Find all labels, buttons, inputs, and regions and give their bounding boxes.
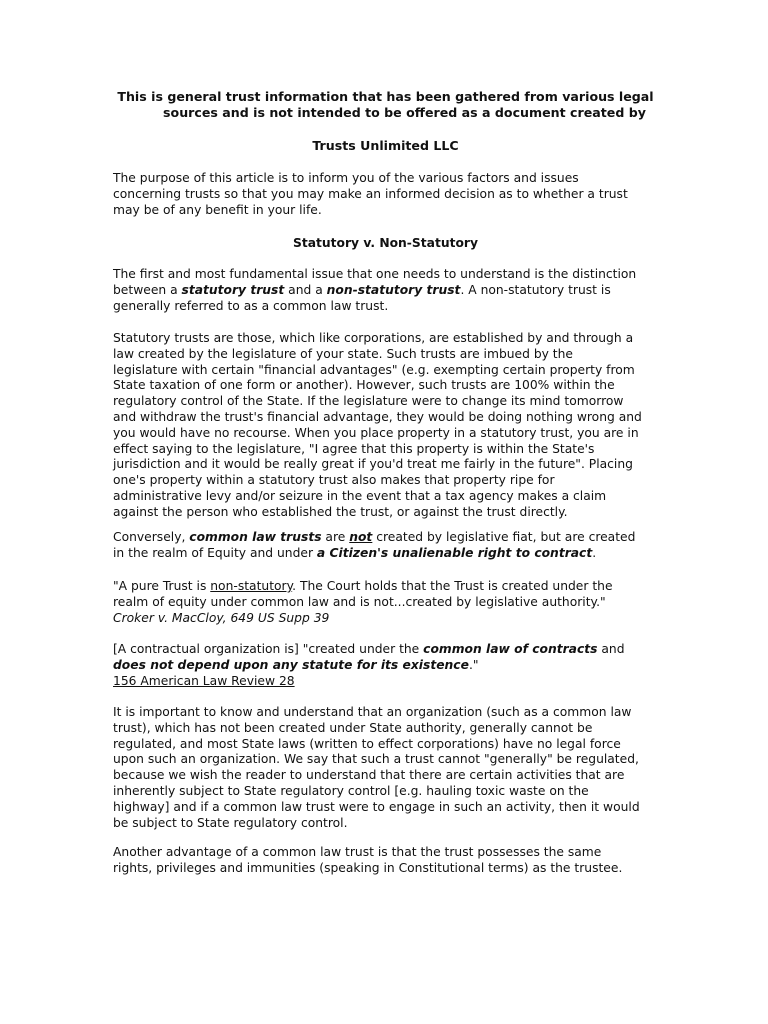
p3-text: Conversely, <box>113 530 190 544</box>
disclaimer-heading <box>113 89 658 121</box>
p4-line: It is important to know and understand that an organization (such as a common law <box>113 705 632 719</box>
paragraph-distinction <box>113 267 658 314</box>
disclaimer-line-1: This is general trust information that has been gathered from various legal <box>117 89 654 104</box>
p3-line-1 <box>113 530 658 546</box>
p2-line: one's property within a statutory trust also makes that property ripe for <box>113 473 555 488</box>
intro-line-2: concerning trusts so that you may make an informed decision as to whether a trust <box>113 186 628 201</box>
non-statutory-trust-term: non-statutory trust <box>326 282 461 297</box>
p4-line: upon such an organization. We say that such a trust cannot "generally" be regulated, <box>113 752 639 767</box>
quote1-text: "A pure Trust is <box>113 579 211 593</box>
quote2-text: and <box>597 642 625 656</box>
paragraph-statutory-trusts <box>113 331 658 521</box>
p1-line-2 <box>113 283 658 299</box>
p2-line: legislature with certain "financial advantages" (e.g. exempting certain property from <box>113 362 635 377</box>
statute-existence-term: does not depend upon any statute for its existence <box>113 657 469 672</box>
p3-text: . <box>592 545 597 560</box>
p4-line: because we wish the reader to understand that there are certain activities that are <box>113 768 625 783</box>
disclaimer-line-2: sources and is not intended to be offered as a document created by <box>163 105 646 120</box>
quote-croker <box>113 579 658 626</box>
quote-contractual-organization <box>113 642 658 689</box>
paragraph-regulation <box>113 705 658 831</box>
paragraph-advantage <box>113 845 658 877</box>
p2-line: jurisdiction and it would be really great if you'd treat me fairly in the future". Placing <box>113 457 633 472</box>
quote1-line-2: realm of equity under common law and is not...created by legislative authority." <box>113 594 606 609</box>
p4-line: trust), which has not been created under State authority, generally cannot be <box>113 720 593 735</box>
quote1-text: . The Court holds that the Trust is created under the <box>292 579 613 593</box>
p2-line: regulatory control of the State. If the legislature were to change its mind tomorrow <box>113 394 624 409</box>
citation-croker: Croker v. MacCloy, 649 US Supp 39 <box>113 610 330 625</box>
p1-line-3: generally referred to as a common law trust. <box>113 298 389 313</box>
quote2-text: [A contractual organization is] "created under the <box>113 642 424 656</box>
p1-line-1: The first and most fundamental issue that one needs to understand is the distinction <box>113 267 637 281</box>
right-to-contract-term: a Citizen's unalienable right to contract <box>316 545 593 560</box>
p2-line: administrative levy and/or seizure in the event that a tax agency makes a claim <box>113 488 607 503</box>
p2-line: law created by the legislature of your state. Such trusts are imbued by the <box>113 346 573 361</box>
intro-line-1: The purpose of this article is to inform you of the various factors and issues <box>113 171 579 185</box>
p4-line: be subject to State regulatory control. <box>113 815 348 830</box>
quote1-line-1 <box>113 579 658 595</box>
p4-line: regulated, and most State laws (written to effect corporations) have no legal force <box>113 736 621 751</box>
citation-american-law-review: 156 American Law Review 28 <box>113 673 295 688</box>
p1-text: between a <box>113 282 182 297</box>
quote2-line-2 <box>113 658 658 674</box>
intro-paragraph <box>113 171 658 218</box>
p2-line: Statutory trusts are those, which like corporations, are established by and through a <box>113 331 634 345</box>
common-law-trusts-term: common law trusts <box>189 530 322 544</box>
p3-line-2 <box>113 546 658 562</box>
intro-line-3: may be of any benefit in your life. <box>113 202 322 217</box>
not-emphasis: not <box>349 530 373 544</box>
p2-line: State taxation of one form or another). However, such trusts are 100% within the <box>113 378 615 393</box>
p4-line: inherently subject to State regulatory control [e.g. hauling toxic waste on the <box>113 783 589 798</box>
p2-line: you would have no recourse. When you place property in a statutory trust, you are in <box>113 425 639 440</box>
p1-text: . A non-statutory trust is <box>460 282 611 297</box>
p3-text: in the realm of Equity and under <box>113 545 317 560</box>
p4-line: highway] and if a common law trust were to engage in such an activity, then it would <box>113 799 640 814</box>
non-statutory-underlined: non-statutory <box>210 579 293 593</box>
p5-line: rights, privileges and immunities (speaking in Constitutional terms) as the trustee. <box>113 860 623 875</box>
section-title: Statutory v. Non-Statutory <box>293 236 478 250</box>
p2-line: against the person who established the trust, or against the trust directly. <box>113 504 568 519</box>
p3-text: are <box>321 530 350 544</box>
p3-text: created by legislative fiat, but are created <box>372 530 636 544</box>
quote2-text: ." <box>468 657 479 672</box>
p2-line: and withdraw the trust's financial advantage, they would be doing nothing wrong and <box>113 409 642 424</box>
company-name: Trusts Unlimited LLC <box>312 138 459 153</box>
common-law-contracts-term: common law of contracts <box>423 642 598 656</box>
p5-line: Another advantage of a common law trust is that the trust possesses the same <box>113 845 602 859</box>
paragraph-common-law-trusts <box>113 530 658 562</box>
quote2-line-1 <box>113 642 658 658</box>
p2-line: effect saying to the legislature, "I agree that this property is within the State's <box>113 441 595 456</box>
p1-text: and a <box>284 282 327 297</box>
statutory-trust-term: statutory trust <box>181 282 285 297</box>
